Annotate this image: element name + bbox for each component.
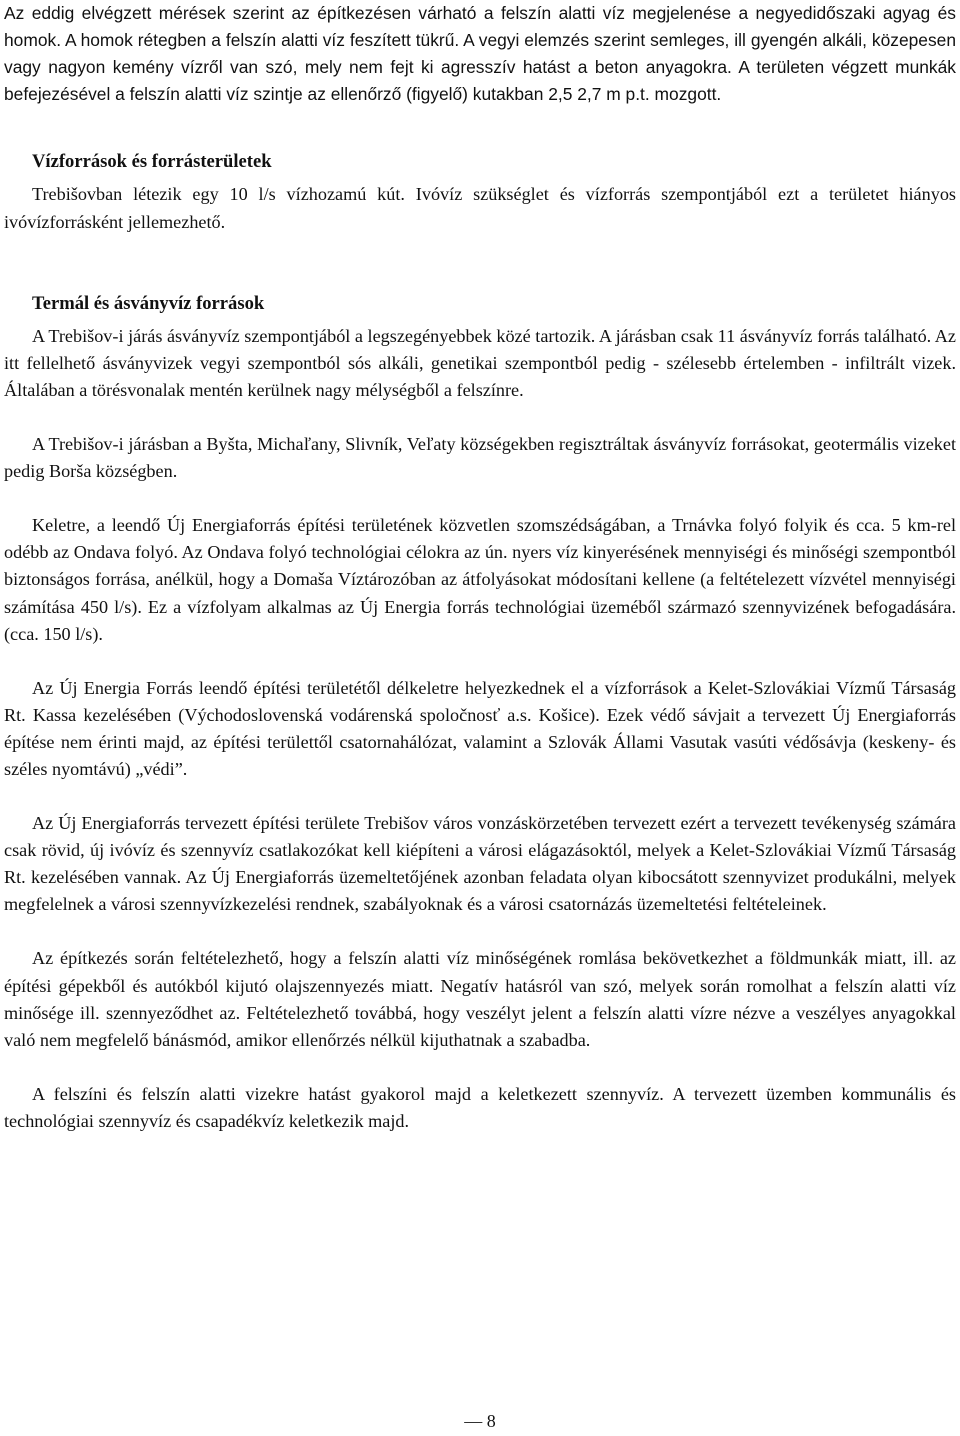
paragraph-groundwater <box>4 0 956 108</box>
page-number-value: 8 <box>486 1411 496 1431</box>
document-page <box>4 0 956 1135</box>
paragraph-body-4: Az Új Energiaforrás tervezett építési területe Trebišov város vonzáskörzetében tervezett ezért a tervezett tevékenység számára csak rövid, új ivóvíz és szennyvíz csatlakozókat kell kiépíteni a városi elágazásoktól, melyek a Kelet-Szlovákiai Vízmű Társaság Rt. kezelésében vannak. Az Új Energiaforrás üzemeltetőjének azonban feladata olyan kibocsátott szennyvizet produkálni, melyek megfelelnek a városi szennyvízkezelési rendnek, szabályoknak és a városi csatornázás üzemeltetési feltételeinek. <box>4 813 956 915</box>
paragraph-groundwater-a: Az eddig elvégzett mérések szerint az építkezésen várható a felszín alatti víz megjelenése a negyedidőszaki agyag és homok. A homok rétegben a felszín alatti víz feszített tükrű. A vegyi elemzés szerint semleges, ill gyengén alkáli, közepesen vagy nagyon kemény vízről van szó, mely nem fejt ki agresszív hatást a beton anyagokra. <box>4 3 956 78</box>
paragraph-water-sources: Trebišovban létezik egy 10 l/s vízhozamú kút. Ivóvíz szükséglet és vízforrás szempontjából ezt a területet hiányos ivóvízforrásként jellemezhető. <box>4 184 956 232</box>
heading-thermal: Termál és ásványvíz források <box>32 292 265 314</box>
paragraph-body-1: A Trebišov-i járásban a Byšta, Michaľany, Slivník, Veľaty községekben regisztráltak ásványvíz forrásokat, geotermális vizeket pedig Borša községben. <box>4 434 956 482</box>
page-number: — 8 <box>464 1411 496 1431</box>
paragraph-body-2: Keletre, a leendő Új Energiaforrás építési területének közvetlen szomszédságában, a Trnávka folyó folyik és cca. 5 km-rel odébb az Ondava folyó. Az Ondava folyó technológiai célokra az ún. nyers víz kinyerésének mennyiségi és minőségi szempontból biztonságos forrása, anélkül, hogy a Domaša Víztározóban az átfolyásokat módosítani kellene (a feltételezett vízvétel mennyiségi számítása 450 l/s). Ez a vízfolyam alkalmas az Új Energia forrás technológiai üzeméből származó szennyvizének befogadására. (cca. 150 l/s). <box>4 515 956 644</box>
paragraph-body-5: Az építkezés során feltételezhető, hogy a felszín alatti víz minőségének romlása bekövetkezhet a földmunkák miatt, ill. az építési gépekből és autókból kijutó olajszennyezés miatt. Negatív hatásról van szó, melyek során romolhat a felszín alatti víz minősége ill. szennyeződhet az. Feltételezhető továbbá, hogy veszélyt jelent a felszín alatti vízre nézve a veszélyes anyagokkal való nem megfelelő bánásmód, amikor ellenőrzés nélkül kijuthatnak a szabadba. <box>4 948 956 1050</box>
paragraph-groundwater-b: A területen végzett munkák befejezésével a felszín alatti víz szintje az ellenőrző (figyelő) kutakban 2,5 2,7 m p.t. mozgott. <box>4 57 956 105</box>
paragraph-body-3: Az Új Energia Forrás leendő építési területétől délkeletre helyezkednek el a vízforrások a Kelet-Szlovákiai Vízmű Társaság Rt. Kassa kezelésében (Východoslovenská vodárenská spoločnosť a.s. Košice). Ezek védő sávjait a tervezett Új Energiaforrás építése nem érinti majd, az építési területtől csatornahálózat, valamint a Szlovák Állami Vasutak vasúti védősávja (keskeny- és széles nyomtávú) „védi”. <box>4 677 956 779</box>
heading-water-sources: Vízforrások és forrásterületek <box>32 151 272 173</box>
paragraph-body-6: A felszíni és felszín alatti vizekre hatást gyakorol majd a keletkezett szennyvíz. A tervezett üzemben kommunális és technológiai szennyvíz és csapadékvíz keletkezik majd. <box>4 1083 956 1131</box>
paragraph-thermal: A Trebišov-i járás ásványvíz szempontjából a legszegényebbek közé tartozik. A járásban csak 11 ásványvíz forrás található. Az itt fellelhető ásványvizek vegyi szempontból sós alkáli, genetikai szempontból pedig - szélesebb értelemben - infiltrált vizek. Általában a törésvonalak mentén kerülnek nagy mélységből a felszínre. <box>4 325 956 400</box>
